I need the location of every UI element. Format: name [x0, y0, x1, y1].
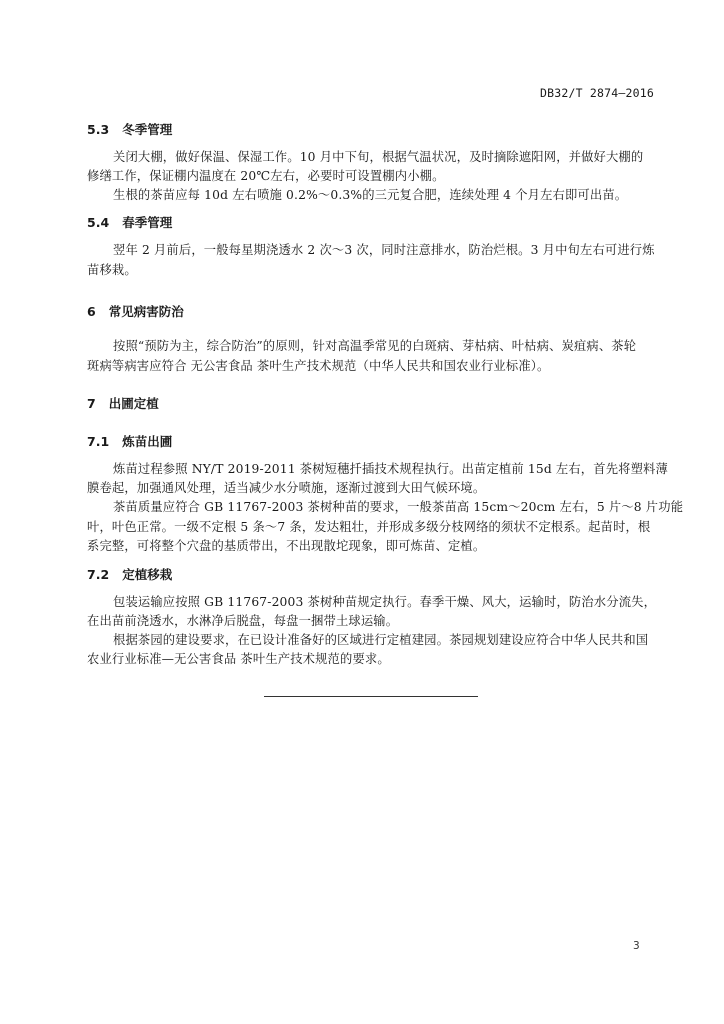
heading-number: 7.2 — [87, 567, 110, 582]
paragraph-line: 生根的茶苗应每 10d 左右喷施 0.2%～0.3%的三元复合肥，连续处理 4 个月左右即可出苗。 — [113, 188, 628, 202]
paragraph-line: 在出苗前浇透水，水淋净后脱盘，每盘一捆带土球运输。 — [87, 614, 399, 628]
heading-number: 5.4 — [87, 215, 110, 230]
heading-5-3 — [87, 120, 172, 138]
heading-number: 6 — [87, 304, 96, 319]
paragraph-line: 修缮工作，保证棚内温度在 20℃左右，必要时可设置棚内小棚。 — [87, 169, 445, 183]
standard-code: DB32/T 2874—2016 — [540, 86, 654, 100]
paragraph-line: 包装运输应按照 GB 11767-2003 茶树种苗规定执行。春季干燥、风大，运输时，防治水分流失， — [113, 595, 657, 609]
heading-title: 常见病害防治 — [108, 304, 184, 319]
paragraph-line: 斑病等病害应符合 无公害食品 茶叶生产技术规范（中华人民共和国农业行业标准）。 — [87, 359, 550, 373]
heading-5-4 — [87, 213, 172, 231]
heading-number: 7 — [87, 396, 96, 411]
paragraph-line: 膜卷起，加强通风处理，适当减少水分喷施，逐渐过渡到大田气候环境。 — [87, 481, 486, 495]
heading-number: 7.1 — [87, 434, 110, 449]
paragraph-line: 炼苗过程参照 NY/T 2019-2011 茶树短穗扦插技术规程执行。出苗定植前 15d 左右，首先将塑料薄 — [113, 462, 668, 476]
end-of-document-rule — [264, 696, 478, 697]
heading-7-1 — [87, 432, 172, 450]
paragraph-line: 叶，叶色正常。一级不定根 5 条～7 条，发达粗壮，并形成多级分枝网络的须状不定根系。起苗时，根 — [87, 520, 651, 534]
heading-7 — [87, 394, 159, 412]
paragraph-line: 关闭大棚，做好保温、保湿工作。10 月中下旬，根据气温状况，及时摘除遮阳网，并做好大棚的 — [113, 150, 644, 164]
heading-title: 定植移栽 — [122, 567, 173, 582]
heading-6 — [87, 302, 184, 320]
paragraph-line: 按照“预防为主，综合防治”的原则，针对高温季常见的白斑病、芽枯病、叶枯病、炭疽病、茶轮 — [113, 339, 637, 353]
heading-title: 炼苗出圃 — [122, 434, 173, 449]
heading-7-2 — [87, 565, 172, 583]
heading-title: 出圃定植 — [108, 396, 159, 411]
heading-number: 5.3 — [87, 122, 110, 137]
paragraph-line: 系完整，可将整个穴盘的基质带出，不出现散坨现象，即可炼苗、定植。 — [87, 539, 486, 553]
paragraph-line: 根据茶园的建设要求，在已设计准备好的区域进行定植建园。茶园规划建设应符合中华人民共和国 — [113, 633, 649, 647]
heading-title: 冬季管理 — [122, 122, 173, 137]
heading-title: 春季管理 — [122, 215, 173, 230]
paragraph-line: 翌年 2 月前后，一般每星期浇透水 2 次～3 次，同时注意排水，防治烂根。3 月中旬左右可进行炼 — [113, 243, 655, 257]
paragraph-line: 农业行业标准—无公害食品 茶叶生产技术规范的要求。 — [87, 652, 390, 666]
paragraph-line: 苗移栽。 — [87, 263, 137, 277]
page-number: 3 — [633, 940, 640, 952]
paragraph-line: 茶苗质量应符合 GB 11767-2003 茶树种苗的要求，一般茶苗高 15cm～20cm 左右，5 片～8 片功能 — [113, 500, 684, 514]
